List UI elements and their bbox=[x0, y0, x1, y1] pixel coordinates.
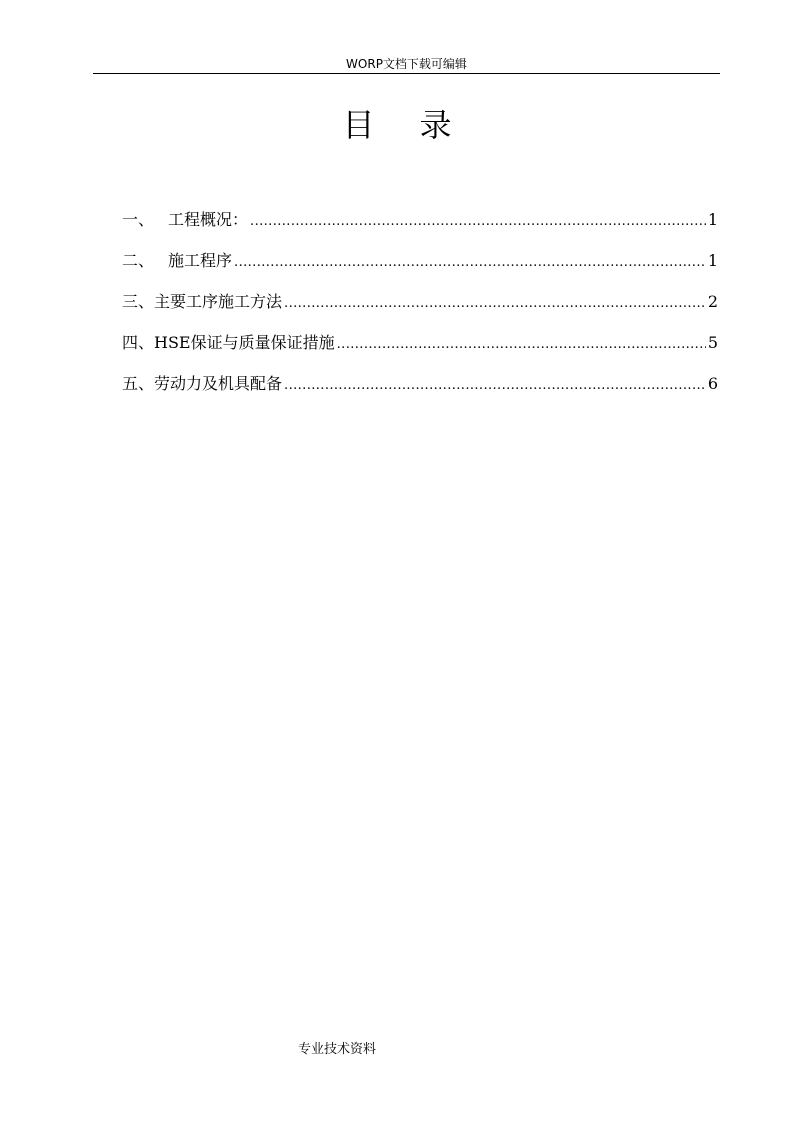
toc-entry-text: 劳动力及机具配备 bbox=[154, 374, 283, 393]
toc-entry-text: 工程概况： bbox=[168, 210, 249, 229]
toc-entry-page: 2 bbox=[707, 292, 718, 311]
toc-entry-4[interactable] bbox=[122, 329, 718, 370]
toc-leader-dots bbox=[234, 249, 706, 277]
toc-entry-text: 主要工序施工方法 bbox=[154, 292, 283, 311]
toc-entry-text: 施工程序 bbox=[168, 251, 233, 270]
page-footer: 专业技术资料 bbox=[298, 1042, 377, 1057]
header-rule bbox=[93, 73, 720, 74]
toc-entry-text: HSE保证与质量保证措施 bbox=[154, 333, 335, 352]
toc-entry-number: 三、 bbox=[122, 292, 155, 311]
toc-entry-1[interactable] bbox=[122, 206, 718, 247]
toc-entry-page: 6 bbox=[707, 374, 718, 393]
toc-entry-page: 1 bbox=[707, 251, 718, 270]
page-header: WORP文档下载可编辑 bbox=[346, 57, 467, 71]
toc-entry-number: 四、 bbox=[122, 333, 155, 352]
table-of-contents bbox=[122, 206, 718, 411]
toc-entry-number: 五、 bbox=[122, 374, 155, 393]
toc-title: 目录 bbox=[342, 106, 497, 144]
toc-entry-page: 5 bbox=[707, 333, 718, 352]
toc-entry-2[interactable] bbox=[122, 247, 718, 288]
toc-entry-3[interactable] bbox=[122, 288, 718, 329]
toc-leader-dots bbox=[284, 290, 706, 318]
toc-leader-dots bbox=[284, 372, 706, 400]
toc-entry-5[interactable] bbox=[122, 370, 718, 411]
toc-leader-dots bbox=[337, 331, 706, 359]
toc-leader-dots bbox=[250, 208, 706, 236]
toc-entry-number: 二、 bbox=[122, 251, 155, 270]
toc-entry-number: 一、 bbox=[122, 210, 155, 229]
toc-entry-page: 1 bbox=[707, 210, 718, 229]
